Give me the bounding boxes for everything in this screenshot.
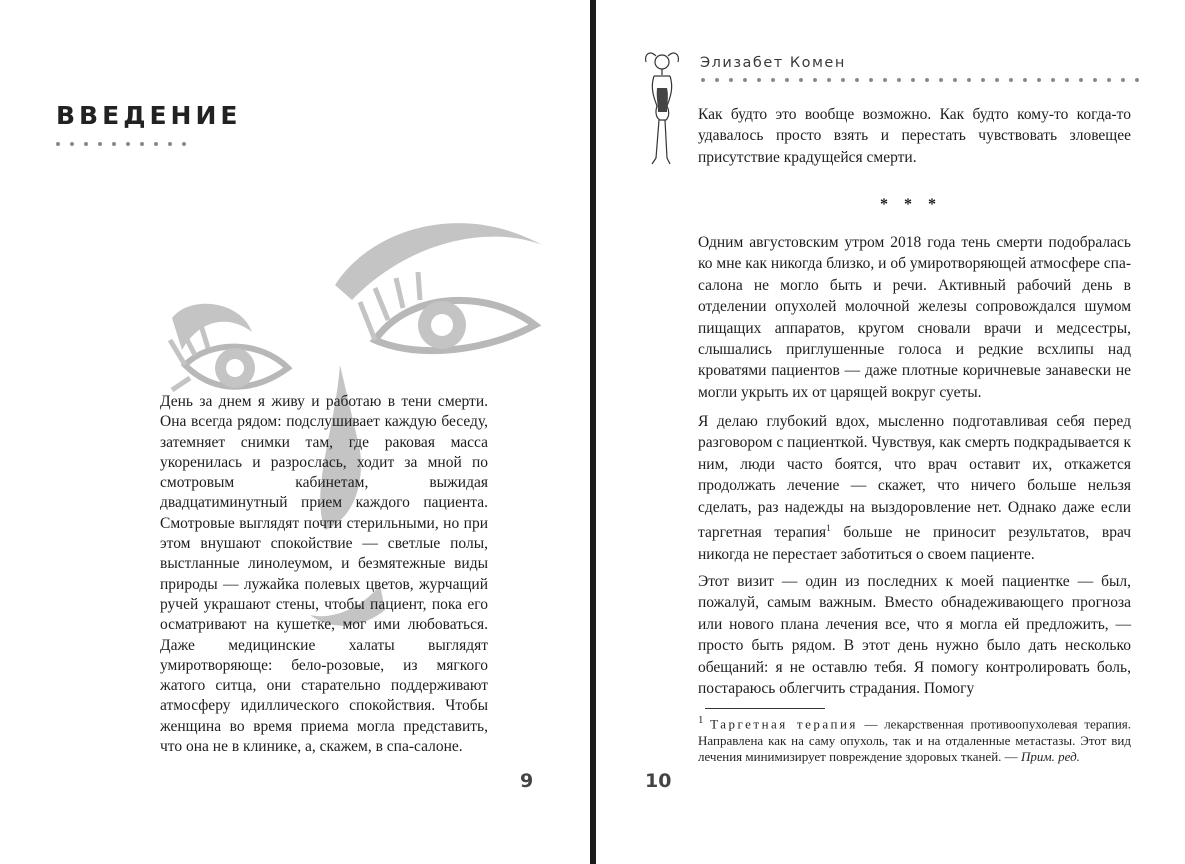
footnote-rule <box>705 708 825 709</box>
running-header-author: Элизабет Комен <box>700 55 846 71</box>
page-number: 10 <box>645 770 672 792</box>
left-page <box>0 0 590 864</box>
page-number: 9 <box>520 770 534 792</box>
pinup-figure-icon <box>640 48 684 170</box>
footnote-text: — лекарственная противоопухолевая терапия. Направлена как на саму опухоль, так и на отдаленные метастазы. Этот вид лечения минимизирует повреждение здоровых тканей. — <box>698 716 1132 765</box>
footnote-marker: 1 <box>698 714 704 726</box>
paragraph-text: больше не приносит результатов, врач никогда не перестает заботиться о своем пациенте. <box>698 524 1131 563</box>
paragraph: Этот визит — один из последних к моей пациентке — был, пожалуй, самым важным. Вместо обнадеживающего прогноза или нового плана лечения все, что я могла ей предложить, — просто быть рядом. В этот день нужно было дать несколько обещаний: я не оставлю тебя. Я помогу контролировать боль, постараюсь облегчить страдания. Помогу <box>698 573 1131 698</box>
chapter-title: ВВЕДЕНИЕ <box>56 101 242 130</box>
editor-note: Прим. ред. <box>1020 749 1080 765</box>
paragraph-with-footnote <box>698 411 1131 565</box>
footnote-reference[interactable]: 1 <box>826 523 831 534</box>
paragraph: Одним августовским утром 2018 года тень смерти подобралась ко мне как никогда близко, и об умиротворяющей атмосфере спа-салона не могло быть и речи. Активный рабочий день в отделении опухолей молочной железы сопровождался шумом пищащих аппаратов, кругом сновали врачи и медсестры, слышались приглушенные голоса и редкие всхлипы над кроватями пациентов — даже плотные коричневые занавески не могли укрыть их от царящей вокруг суеты. <box>698 234 1131 401</box>
body-text: День за днем я живу и работаю в тени смерти. Она всегда рядом: подслушивает каждую беседу, затемняет снимки там, где раковая масса укоренилась и разрослась, ходит за мной по смотровым кабинетам, выжидая двадцатиминутный прием каждого пациента. Смотровые выглядят почти стерильными, но при этом внушают спокойствие — светлые полы, выстланные линолеумом, и безмятежные виды природы — лужайка полевых цветов, журчащий ручей украшают стены, чтобы пациент, пока его осматривают на кушетке, мог ими любоваться. Даже медицинские халаты выглядят умиротворяюще: бело-розовые, из мягкого жатого ситца, они старательно поддерживают атмосферу идиллического спокойствия. Чтобы женщина во время приема могла представить, что она не в клинике, а, скажем, в спа-салоне. <box>160 393 488 756</box>
decorative-dot-divider <box>700 76 1140 84</box>
decorative-dot-divider <box>55 140 195 148</box>
footnote-term: Таргетная терапия <box>710 716 858 732</box>
paragraph-text: Я делаю глубокий вдох, мысленно подготавливая себя перед разговором с пациенткой. Чувствуя, как смерть подкрадывается к ним, люди часто боятся, что врач оставит их, откажется продолжать лечение — скажет, что ничего больше нельзя сделать, раз надежды на выздоровление нет. Однако даже если таргетная терапия <box>698 413 1131 542</box>
continued-text: Как будто это вообще возможно. Как будто кому-то когда-то удавалось просто взять и перестать чувствовать зловещее присутствие крадущейся смерти. <box>698 106 1131 166</box>
section-separator: * * * <box>880 196 942 213</box>
footnote <box>698 712 1131 766</box>
